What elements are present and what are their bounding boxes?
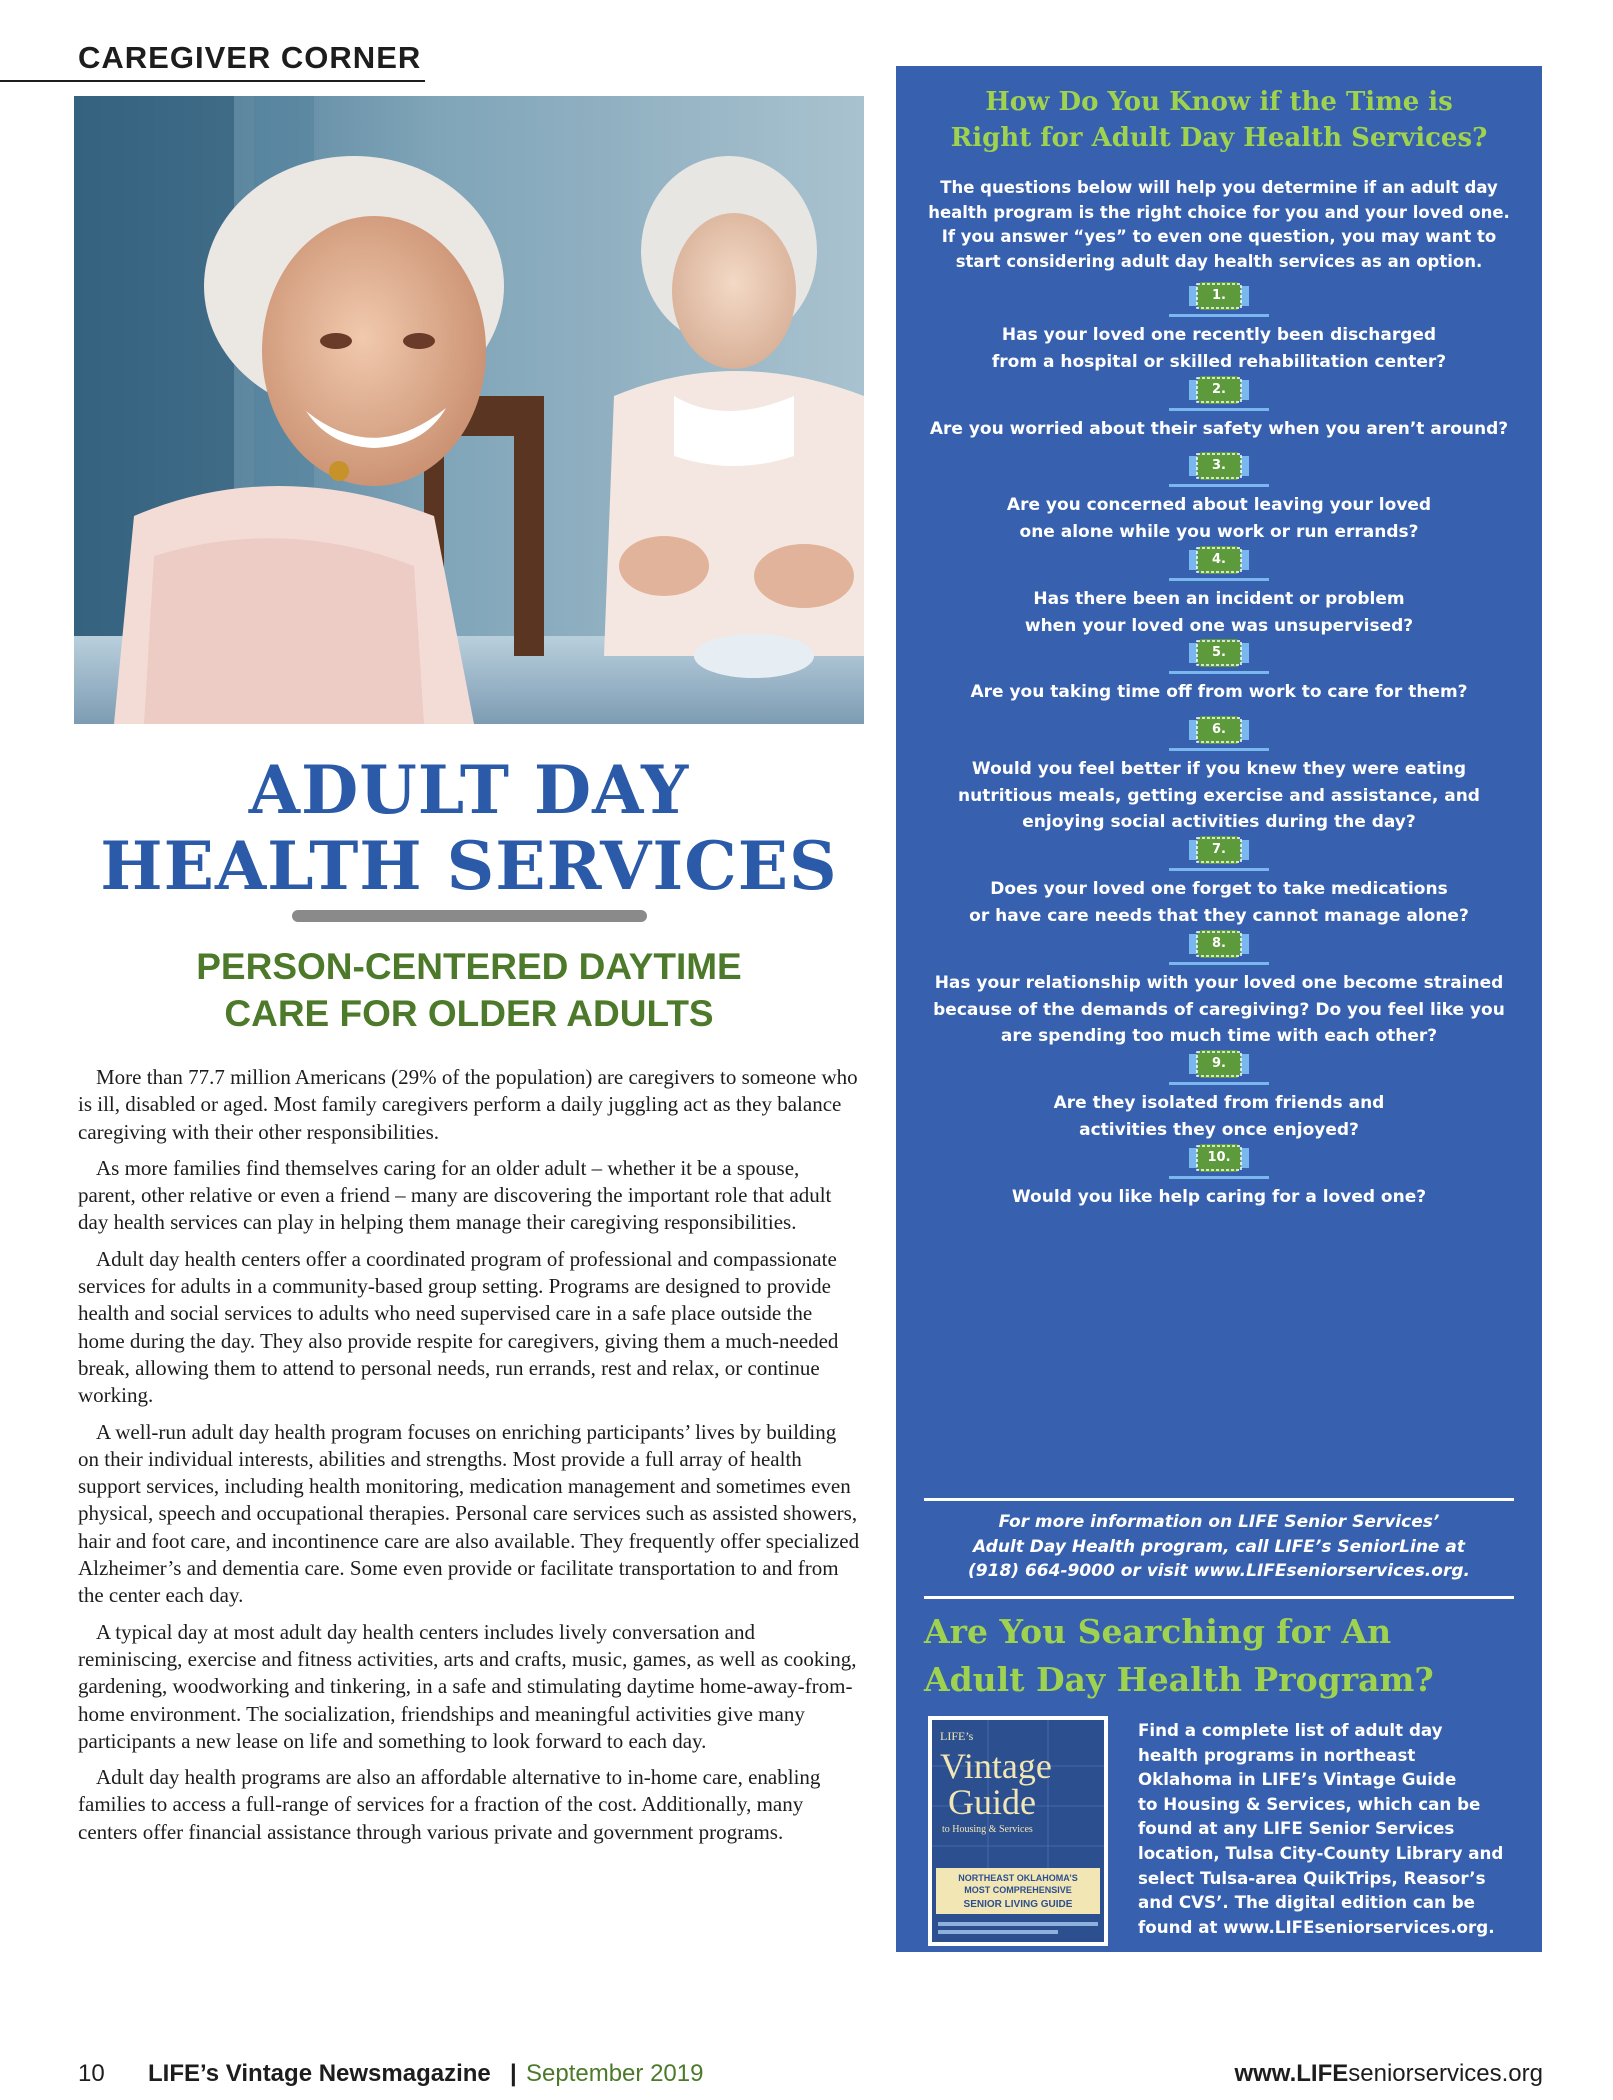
question-rule <box>1169 1176 1269 1179</box>
sidebar-title-2-line-1: Are You Searching for An <box>924 1612 1392 1651</box>
body-paragraph: A typical day at most adult day health centers includes lively conversation and reminiscing, exercise and fitness activities, arts and crafts, music, games, as well as cooking, gardening, woodworking and tinkering, in a safe and stimulating daytime home-away-from-home environment. The socialization, friendships and meaningful activities give many participants a new lease on life and something to look forward to each day. <box>78 1619 857 1753</box>
question-badge-2 <box>1189 376 1249 404</box>
footer-separator: | <box>510 2060 517 2087</box>
question-badge-3 <box>1189 452 1249 480</box>
info-line: Adult Day Health program, call LIFE’s SeniorLine at <box>973 1536 1465 1557</box>
sidebar-find-text <box>1138 1718 1534 1939</box>
cover-title-line-2: Guide <box>948 1782 1036 1822</box>
question-number: 1. <box>1212 288 1226 303</box>
question-badge-4 <box>1189 546 1249 574</box>
cover-title-line-1: Vintage <box>940 1746 1052 1786</box>
vintage-guide-cover <box>928 1716 1108 1946</box>
question-9 <box>912 1090 1526 1143</box>
find-line: location, Tulsa City-County Library and <box>1138 1842 1504 1863</box>
magazine-name: LIFE’s Vintage Newsmagazine <box>148 2060 491 2087</box>
question-rule <box>1169 314 1269 317</box>
page-number: 10 <box>78 2060 105 2087</box>
question-line: are spending too much time with each other? <box>1000 1026 1438 1046</box>
intro-line: If you answer “yes” to even one question, you may want to <box>941 227 1497 246</box>
question-badge-10 <box>1189 1144 1249 1172</box>
question-line: Would you like help caring for a loved one? <box>1011 1187 1427 1207</box>
info-line: For more information on LIFE Senior Services’ <box>998 1512 1440 1532</box>
question-badge-8 <box>1189 930 1249 958</box>
body-paragraph: As more families find themselves caring for an older adult – whether it be a spouse, parent, other relative or even a friend – many are discovering the important role that adult day health services can play in helping them manage their caregiving responsibilities. <box>78 1155 832 1235</box>
intro-line: The questions below will help you determine if an adult day <box>940 178 1498 197</box>
issue-date: September 2019 <box>526 2060 704 2087</box>
url-bold-part: www.LIFE <box>1234 2060 1349 2087</box>
question-rule <box>1169 868 1269 871</box>
question-line: one alone while you work or run errands? <box>1019 521 1419 542</box>
sidebar-divider <box>924 1596 1514 1599</box>
sidebar-panel <box>896 66 1542 1952</box>
question-7 <box>912 876 1526 929</box>
sidebar-title-line-1: How Do You Know if the Time is <box>985 87 1453 117</box>
cover-banner-line-3: SENIOR LIVING GUIDE <box>963 1899 1073 1910</box>
body-paragraph: Adult day health centers offer a coordinated program of professional and compassionate services for adults in a community-based group setting. Programs are designed to provide health and social services to adults who need supervised care in a safe place outside the home during the day. They also provide respite for caregivers, giving them a much-needed break, allowing them to attend to personal needs, run errands, rest and relax, or continue working. <box>78 1246 839 1408</box>
sidebar-info <box>912 1510 1526 1584</box>
question-badge-6 <box>1189 716 1249 744</box>
question-rule <box>1169 748 1269 751</box>
find-line: select Tulsa-area QuikTrips, Reasor’s <box>1138 1867 1486 1888</box>
question-rule <box>1169 962 1269 965</box>
sidebar-intro <box>912 176 1526 274</box>
sidebar-title <box>896 84 1542 156</box>
question-number: 7. <box>1212 842 1226 857</box>
question-number: 8. <box>1212 936 1226 951</box>
question-line: Are they isolated from friends and <box>1053 1093 1385 1113</box>
question-line: Are you taking time off from work to care for them? <box>970 682 1468 702</box>
question-badge-1 <box>1189 282 1249 310</box>
question-badge-5 <box>1189 639 1249 667</box>
article-subtitle-line-2: CARE FOR OLDER ADULTS <box>224 993 714 1034</box>
question-line: Are you worried about their safety when you aren’t around? <box>929 419 1509 439</box>
question-line: nutritious meals, getting exercise and assistance, and <box>958 785 1480 806</box>
cover-banner-line-2: MOST COMPREHENSIVE <box>964 1885 1072 1895</box>
find-line: found at www.LIFEseniorservices.org. <box>1138 1916 1495 1937</box>
question-2 <box>912 416 1526 443</box>
sidebar-divider <box>924 1498 1514 1501</box>
cover-banner-line-1: NORTHEAST OKLAHOMA’S <box>958 1873 1078 1883</box>
article-title-line-1: ADULT DAY <box>248 751 690 829</box>
cover-brand: LIFE’s <box>940 1729 974 1743</box>
url-rest-part: seniorservices.org <box>1348 2060 1543 2087</box>
question-rule <box>1169 578 1269 581</box>
title-divider <box>292 910 647 922</box>
question-6 <box>912 756 1526 836</box>
question-number: 6. <box>1212 722 1226 737</box>
question-rule <box>1169 671 1269 674</box>
article-subtitle-line-1: PERSON-CENTERED DAYTIME <box>196 946 742 987</box>
sidebar-title-line-2: Right for Adult Day Health Services? <box>950 123 1488 153</box>
question-line: enjoying social activities during the day? <box>1022 812 1416 832</box>
question-rule <box>1169 1082 1269 1085</box>
article-photo <box>74 96 864 724</box>
find-line: to Housing & Services, which can be <box>1138 1793 1481 1814</box>
question-line: activities they once enjoyed? <box>1079 1119 1359 1140</box>
sidebar-title-2 <box>924 1608 1524 1704</box>
question-rule <box>1169 408 1269 411</box>
cover-tagline: to Housing & Services <box>942 1824 1033 1835</box>
question-5 <box>912 679 1526 706</box>
question-line: Does your loved one forget to take medications <box>990 879 1448 899</box>
article-body <box>78 1064 862 1855</box>
find-line: Find a complete list of adult day <box>1138 1720 1443 1740</box>
info-line: (918) 664-9000 or visit www.LIFEseniorservices.org. <box>968 1561 1470 1581</box>
question-rule <box>1169 484 1269 487</box>
find-line: Oklahoma in LIFE’s Vintage Guide <box>1138 1769 1457 1790</box>
find-line: health programs in northeast <box>1138 1744 1416 1765</box>
question-line: Has there been an incident or problem <box>1033 589 1405 609</box>
question-number: 9. <box>1212 1056 1226 1071</box>
body-paragraph: More than 77.7 million Americans (29% of the population) are caregivers to someone who is ill, disabled or aged. Most family caregivers perform a daily juggling act as they balance caregiving with their other responsibilities. <box>78 1065 858 1144</box>
question-number: 10. <box>1207 1150 1231 1165</box>
question-1 <box>912 322 1526 375</box>
question-line: Has your loved one recently been discharged <box>1001 325 1437 345</box>
question-number: 3. <box>1212 458 1226 473</box>
question-badge-9 <box>1189 1050 1249 1078</box>
question-line: when your loved one was unsupervised? <box>1024 615 1414 636</box>
question-badge-7 <box>1189 836 1249 864</box>
find-line: and CVS’. The digital edition can be <box>1138 1892 1475 1913</box>
question-10 <box>912 1184 1526 1211</box>
question-number: 4. <box>1212 552 1226 567</box>
section-rule <box>0 80 425 82</box>
article-title <box>74 752 864 904</box>
section-label: CAREGIVER CORNER <box>78 40 422 75</box>
page-footer <box>0 2060 1613 2090</box>
question-line: Has your relationship with your loved one become strained <box>934 973 1504 993</box>
question-line: from a hospital or skilled rehabilitation center? <box>991 351 1447 372</box>
article-title-line-2: HEALTH SERVICES <box>100 827 838 905</box>
question-line: or have care needs that they cannot manage alone? <box>969 905 1469 926</box>
question-8 <box>912 970 1526 1050</box>
intro-line: start considering adult day health services as an option. <box>955 251 1483 271</box>
question-number: 5. <box>1212 645 1226 660</box>
question-4 <box>912 586 1526 639</box>
find-line: found at any LIFE Senior Services <box>1138 1818 1455 1839</box>
intro-line: health program is the right choice for you and your loved one. <box>928 202 1510 222</box>
article-subtitle <box>74 943 864 1037</box>
question-line: Are you concerned about leaving your loved <box>1006 495 1432 515</box>
website-url[interactable] <box>1234 2060 1543 2088</box>
sidebar-title-2-line-2: Adult Day Health Program? <box>924 1660 1434 1699</box>
body-paragraph: A well-run adult day health program focuses on enriching participants’ lives by building on their individual interests, abilities and strengths. Most provide a full array of health support services, including health monitoring, medication management and sometimes even physical, speech and occupational therapies. Personal care services such as assisted showers, hair and foot care, and incontinence care are also available. They frequently offer specialized Alzheimer’s and dementia care. Some even provide or facilitate transportation to and from the center each day. <box>78 1419 860 1608</box>
body-paragraph: Adult day health programs are also an affordable alternative to in-home care, enabling families to access a full-range of services for a fraction of the cost. Additionally, many centers offer financial assistance through various private and government programs. <box>78 1765 821 1844</box>
question-3 <box>912 492 1526 545</box>
question-line: Would you feel better if you knew they were eating <box>971 759 1467 779</box>
question-line: because of the demands of caregiving? Do you feel like you <box>933 999 1505 1020</box>
question-number: 2. <box>1212 382 1226 397</box>
